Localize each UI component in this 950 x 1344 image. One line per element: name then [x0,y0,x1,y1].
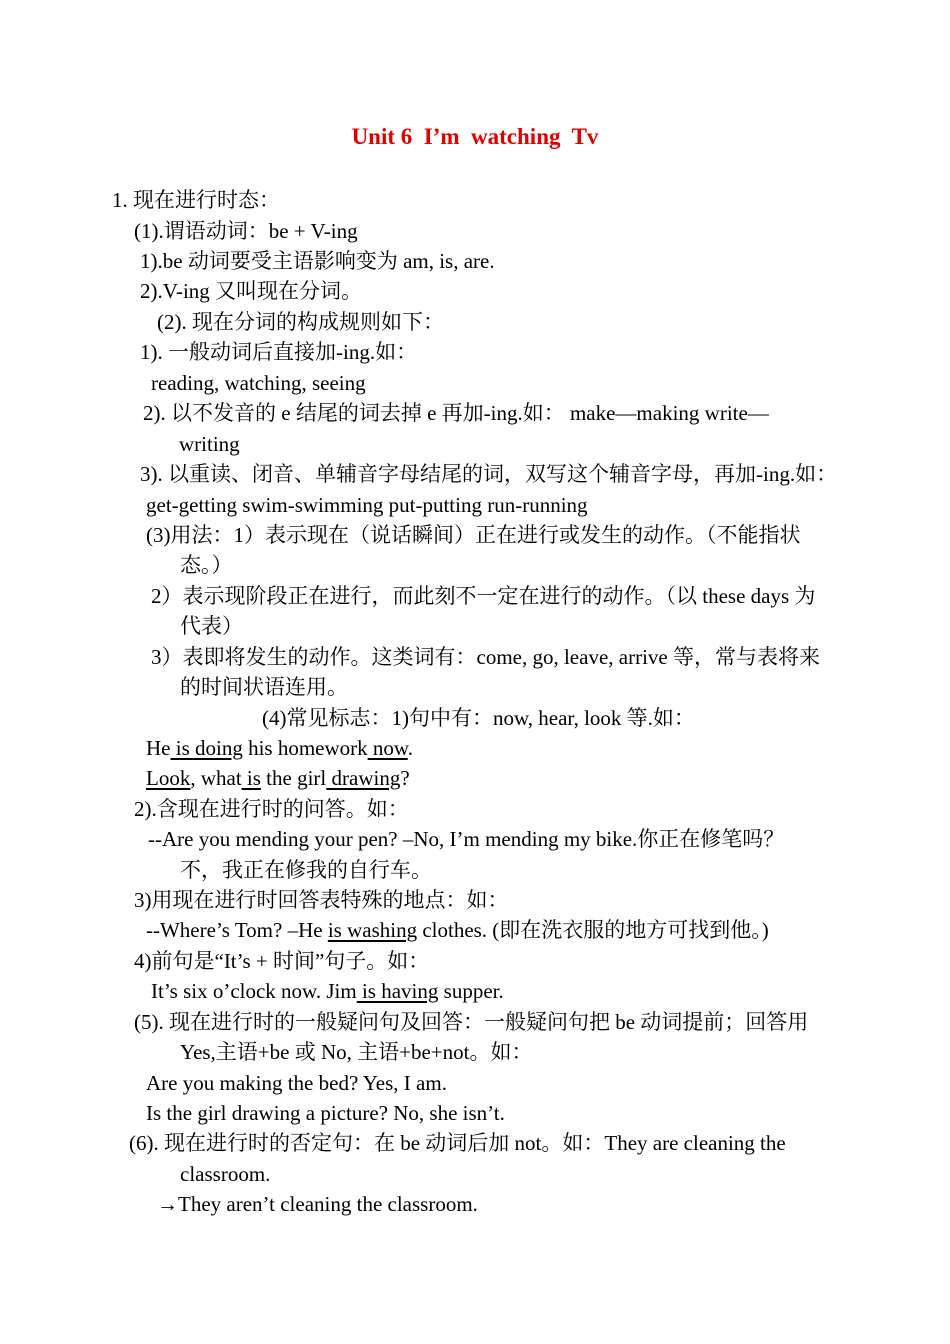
example-sentence [146,765,410,791]
text-line: 2). 以不发音的 e 结尾的词去掉 e 再加-ing.如： make—making write— [143,401,769,425]
text-line: writing [179,432,240,456]
text-line: 2).含现在进行时的问答。如： [134,797,409,821]
text-line: 2).V-ing 又叫现在分词。 [140,279,363,303]
text-fragment: --Where’s Tom? –He [146,918,328,942]
text-line: 3）表即将发生的动作。这类词有：come, go, leave, arrive 等，常与表将来 [151,645,820,669]
text-line: 3). 以重读、闭音、单辅音字母结尾的词，双写这个辅音字母，再加-ing.如： [140,462,838,486]
text-fragment: , what [190,766,242,790]
text-line: (3)用法：1）表示现在（说话瞬间）正在进行或发生的动作。（不能指状 [146,523,801,547]
text-line: Is the girl drawing a picture? No, she isn’t. [146,1101,505,1125]
text-line: 1). 一般动词后直接加-ing.如： [140,340,418,364]
text-fragment: his homework [242,736,368,760]
text-fragment: ? [400,766,410,790]
example-sentence [146,735,413,761]
section-heading-present-continuous: 1. 现在进行时态： [112,188,280,212]
text-line: 的时间状语连用。 [180,675,348,699]
text-fragment: supper. [438,979,504,1003]
text-line: 代表） [180,614,243,638]
text-line: 态。） [180,553,233,577]
text-line: (6). 现在进行时的否定句：在 be 动词后加 not。如：They are cleaning the [129,1131,786,1155]
text-line: (5). 现在进行时的一般疑问句及回答：一般疑问句把 be 动词提前；回答用 [134,1010,809,1034]
text-line: reading, watching, seeing [151,371,366,395]
underlined-verb: is doing [170,736,243,760]
text-fragment: . [407,736,413,760]
text-fragment: It’s six o’clock now. Jim [151,979,357,1003]
text-line: (4)常见标志：1)句中有：now, hear, look 等.如： [262,706,695,730]
text-line: 4)前句是“It’s + 时间”句子。如： [134,949,430,973]
underlined-verb: drawing [326,766,401,790]
text-line: 3)用现在进行时回答表特殊的地点：如： [134,888,509,912]
underlined-marker: Look [146,766,191,790]
text-line: →They aren’t cleaning the classroom. [157,1192,478,1216]
text-fragment: the girl [260,766,327,790]
text-line: 2）表示现阶段正在进行，而此刻不一定在进行的动作。（以 these days 为 [151,584,816,608]
text-line: (2). 现在分词的构成规则如下： [157,310,444,334]
text-line: 1).be 动词要受主语影响变为 am, is, are. [140,249,495,273]
text-line: 不，我正在修我的自行车。 [180,858,432,882]
underlined-verb: is having [356,979,439,1003]
underlined-verb: is [241,766,261,790]
text-line: get-getting swim-swimming put-putting run-running [146,493,588,517]
text-fragment: He [146,736,171,760]
example-sentence [151,978,504,1004]
text-fragment: clothes. (即在洗衣服的地方可找到他。) [417,918,769,942]
text-line: (1).谓语动词：be + V-ing [134,219,358,243]
text-line: Are you making the bed? Yes, I am. [146,1071,447,1095]
text-line: Yes,主语+be 或 No, 主语+be+not。如： [180,1040,533,1064]
example-sentence [146,917,769,943]
underlined-verb: is washing [327,918,418,942]
text-line: classroom. [180,1162,271,1186]
underlined-marker: now [367,736,408,760]
document-title: Unit 6 I’m watching Tv [351,124,599,149]
text-line: --Are you mending your pen? –No, I’m mending my bike.你正在修笔吗？ [148,827,785,851]
